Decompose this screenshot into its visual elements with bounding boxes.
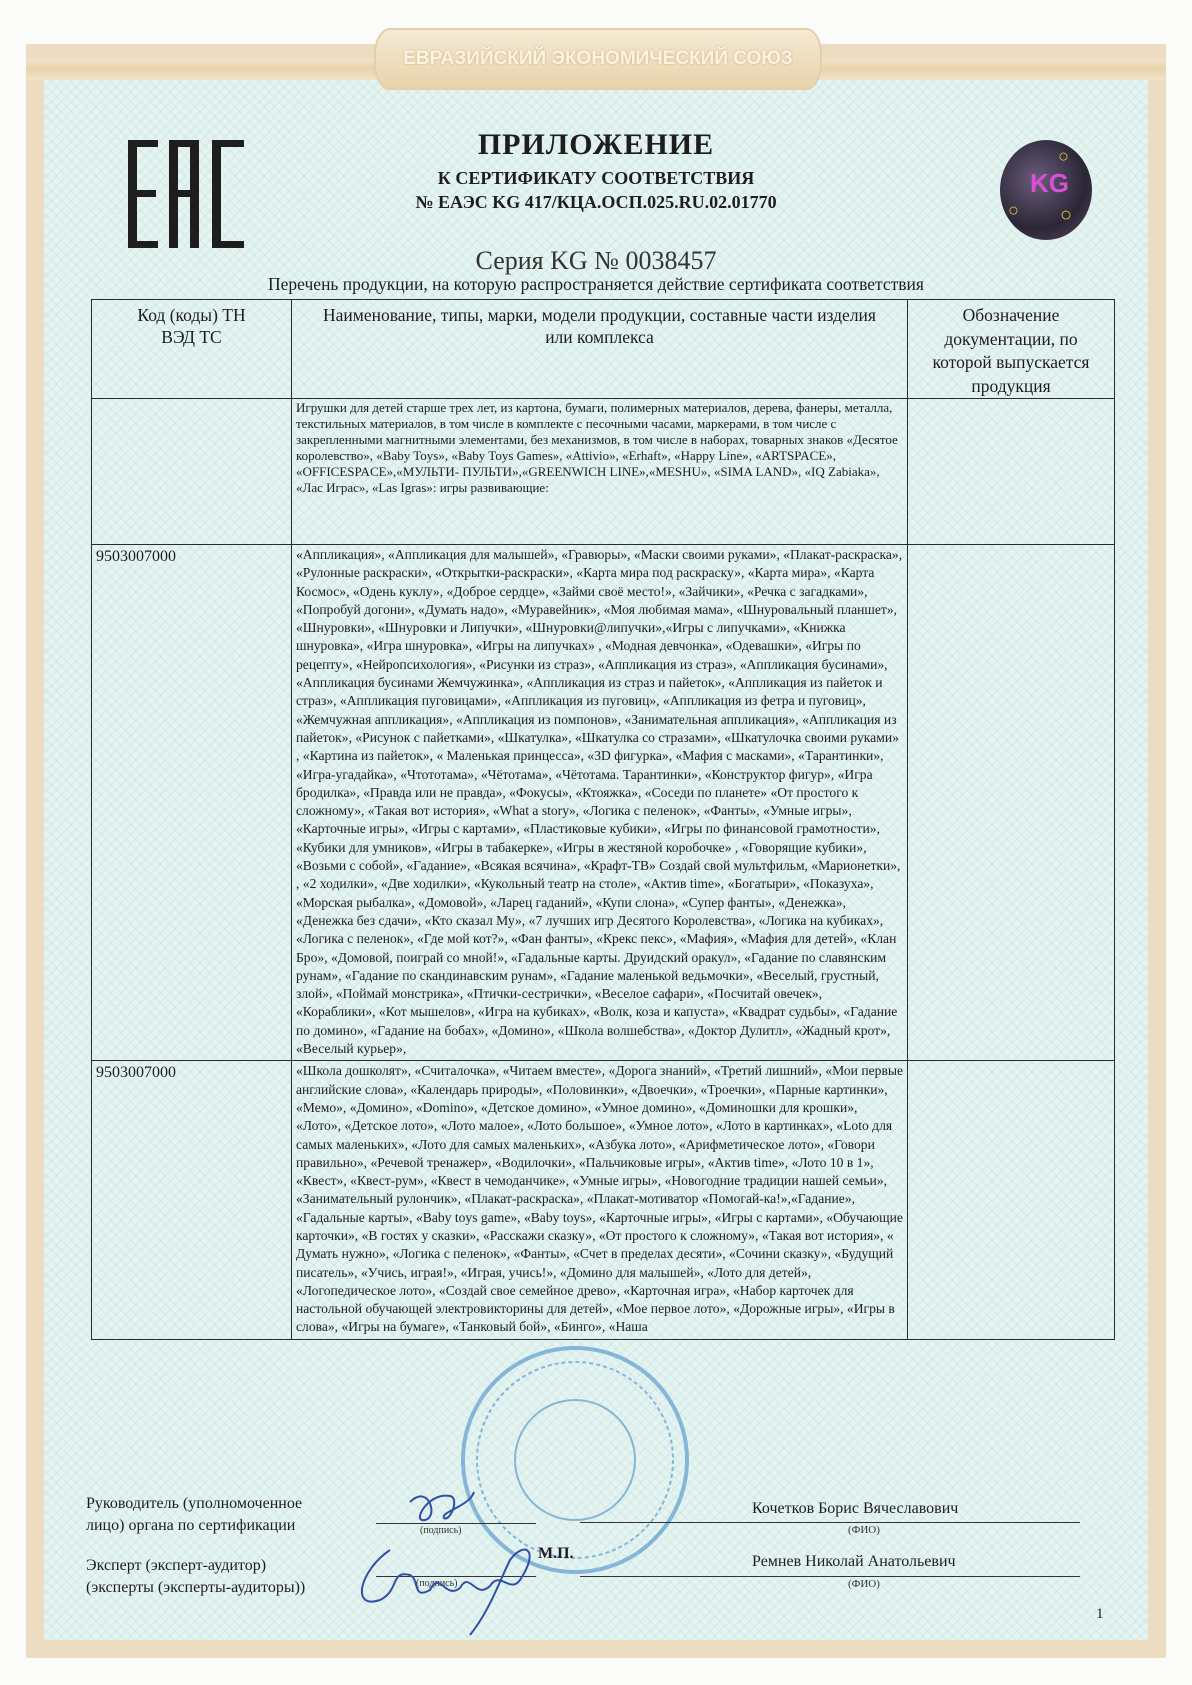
expert-fio-caption: (ФИО) bbox=[848, 1578, 880, 1590]
row-description-cell bbox=[292, 545, 908, 1061]
hologram-text: KG bbox=[1030, 168, 1069, 198]
expert-signature bbox=[350, 1530, 560, 1640]
page-number: 1 bbox=[1096, 1606, 1104, 1622]
row-description-cell bbox=[292, 1061, 908, 1339]
head-name: Кочетков Борис Вячеславович bbox=[752, 1500, 959, 1517]
union-banner-text: ЕВРАЗИЙСКИЙ ЭКОНОМИЧЕСКИЙ СОЮЗ bbox=[403, 48, 793, 69]
head-name-line bbox=[580, 1522, 1080, 1523]
row-code bbox=[92, 399, 292, 545]
row-code: 9503007000 bbox=[92, 545, 292, 1061]
column-header-code: Код (коды) ТН ВЭД ТС bbox=[92, 300, 292, 399]
hologram-circle-icon: ○ bbox=[1058, 146, 1069, 166]
row-description: «Аппликация», «Аппликация для малышей», «Гравюры», «Маски своими руками», «Плакат-раскраска», «Рулонные раскраски», «Открытки-раскраски», «Карта мира под раскраску», «Карта мира», «Карта Космос», «Одень куклу», «Доброе сердце», «Займи своё место!», «Зайчики», «Речка с загадками», «Попробуй догони», «Думать надо», «Муравейник», «Моя любимая мама», «Шнуровальный планшет», «Шнуровки», «Шнуровки и Липучки», «Шнуровки@липучки»,«Игры с липучками», «Книжка шнуровка», «Игра шнуровка», «Игры на липучках» , «Модная девчонка», «Одевашки», «Игры по рецепту», «Нейропсихология», «Рисунки из страз», «Аппликация из страз», «Аппликация бусинами», «Аппликация бусинами Жемчужинка», «Аппликация из страз и пайеток», «Аппликация из пайеток и страз», «Аппликация пуговицами», «Аппликация из пуговиц», «Аппликация из фетра и пуговиц», «Жемчужная аппликация», «Аппликация из помпонов», «Занимательная аппликация», «Аппликация из пайеток», «Рисунок с пайетками», «Шкатулка», «Шкатулка со стразами», «Шкатулочка своими руками» , «Картина из пайеток», « Маленькая принцесса», «3D фигурка», «Мафия с масками», «Тарантинки», «Игра-угадайка», «Чтототама», «Чётотама», «Чётотама. Тарантинки», «Конструктор фигур», «Игра бродилка», «Правда или не правда», «Фокусы», «Ктояжка», «Соседи по планете» «От простого к сложному», «Такая вот история», «What a story», «Логика с пеленок», «Фанты», «Умные игры», «Карточные игры», «Игры с картами», «Пластиковые кубики», «Игры по финансовой грамотности», «Кубики для умников», «Игры в табакерке», «Игры в жестяной коробочке» , «Говорящие кубики», «Возьми с собой», «Гадание», «Всякая всячина», «Крафт-ТВ» Создай свой мультфильм, «Марионетки», , «2 ходилки», «Две ходилки», «Кукольный театр на столе», «Актив time», «Богатыри», «Показуха», «Морская рыбалка», «Домовой», «Ларец гаданий», «Купи слона», «Супер фанты», «Денежка», «Денежка без сдачи», «Кто сказал Му», «7 лучших игр Десятого Королевства», «Логика на кубиках», «Логика с пеленок», «Где мой кот?», «Фан фанты», «Крекс пекс», «Мафия», «Мафия для детей», «Клан Бро», «Домовой, поиграй со мной!», «Гадальные карты. Друидский оракул», «Гадание по славянским рунам», «Гадание по скандинавским рунам», «Гадание маленькой ведьмочки», «Веселый, грустный, злой», «Поймай монстрика», «Птички-сестрички», «Веселое сафари», «Посчитай овечек», «Кораблики», «Кот мышелов», «Игра на кубиках», «Волк, коза и капуста», «Квадрат судьбы», «Гадание по домино», «Гадание на бобах», «Домино», «Школа волшебства», «Доктор Дулитл», «Жадный крот», «Веселый курьер», bbox=[296, 547, 903, 1057]
expert-label: Эксперт (эксперт-аудитор) (эксперты (эксперты-аудиторы)) bbox=[86, 1557, 306, 1596]
column-header-documentation: Обозначение документации, по которой выпускается продукция bbox=[908, 300, 1115, 399]
table-header-row bbox=[92, 300, 1115, 399]
products-table bbox=[91, 299, 1115, 1340]
series-number: Серия KG № 0038457 bbox=[475, 246, 717, 275]
row-description: Игрушки для детей старше трех лет, из картона, бумаги, полимерных материалов, дерева, фанеры, металла, текстильных материалов, в том числе в комплекте с песочными часами, маркерами, в том числе с закрепленными магнитными элементами, без механизмов, в том числе в наборах, товарных знаков «Десятое королевство», «Baby Toys», «Baby Toys Games», «Attivio», «Erhaft», «Happy Line», «ARTSPACE», «OFFICESPACE»,«МУЛЬТИ- ПУЛЬТИ»,«GREENWICH LINE»,«MESHU», «SIMA LAND», «IQ Zabiaka», «Лас Играс», «Las Igras»: игры развивающие: bbox=[296, 400, 898, 495]
row-description: «Школа дошколят», «Считалочка», «Читаем вместе», «Дорога знаний», «Третий лишний», «Мои первые английские слова», «Календарь природы», «Половинки», «Двоечки», «Троечки», «Парные картинки», «Мемо», «Домино», «Domino», «Детское домино», «Умное домино», «Доминошки для крошки», «Лото», «Детское лото», «Лото малое», «Лото большое», «Умное лото», «Лото в картинках», «Loto для самых маленьких», «Лото для самых маленьких», «Азбука лото», «Арифметическое лото», «Говори правильно», «Речевой тренажер», «Водилочки», «Пальчиковые игры», «Актив time», «Лото 10 в 1», «Квест», «Квест-рум», «Квест в чемоданчике», «Умные игры», «Новогодние традиции нашей семьи», «Занимательный рулончик», «Плакат-раскраска», «Плакат-мотиватор «Помогай-ка!»,«Гадание», «Гадальные карты», «Baby toys game», «Baby toys», «Карточные игры», «Игры с картами», «Обучающие карточки», «В гостях у сказки», «Расскажи сказку», «От простого к сложному», «Такая вот история», « Думать нужно», «Логика с пеленок», «Фанты», «Счет в пределах десяти», «Сочини сказку», «Будущий писатель», «Учись, играя!», «Играя, учись!», «Домино для малышей», «Лото для детей», «Логопедическое лото», «Создай свое семейное древо», «Карточная игра», «Набор карточек для настольной обучающей электровикторины для детей», «Мое первое лото», «Дорожные игры», «Игры в слова», «Игры на бумаге», «Танковый бой», «Бинго», «Наша bbox=[296, 1063, 904, 1335]
certificate-number: № ЕАЭС KG 417/КЦА.ОСП.025.RU.02.01770 bbox=[415, 192, 777, 212]
table-row bbox=[92, 1061, 1115, 1339]
expert-name: Ремнев Николай Анатольевич bbox=[752, 1553, 956, 1570]
table-row bbox=[92, 399, 1115, 545]
hologram-circle-icon: ○ bbox=[1008, 200, 1019, 220]
head-label: Руководитель (уполномоченное лицо) органа по сертификации bbox=[86, 1495, 303, 1534]
head-fio-caption: (ФИО) bbox=[848, 1524, 880, 1536]
head-signature-caption: (подпись) bbox=[420, 1525, 462, 1536]
row-code: 9503007000 bbox=[92, 1061, 292, 1339]
list-title: Перечень продукции, на которую распространяется действие сертификата соответствия bbox=[268, 274, 924, 294]
union-banner bbox=[376, 30, 820, 88]
seal-mark: М.П. bbox=[538, 1545, 574, 1562]
document-subtitle: К СЕРТИФИКАТУ СООТВЕТСТВИЯ bbox=[437, 168, 755, 188]
row-documentation bbox=[908, 1061, 1115, 1339]
expert-name-line bbox=[580, 1576, 1080, 1577]
table-row bbox=[92, 545, 1115, 1061]
head-signature bbox=[400, 1482, 480, 1530]
expert-signature-caption: (подпись) bbox=[416, 1578, 458, 1589]
hologram-circle-icon: ○ bbox=[1060, 204, 1073, 226]
column-header-name: Наименование, типы, марки, модели продукции, составные части изделия или комплекса bbox=[292, 300, 908, 399]
row-documentation bbox=[908, 545, 1115, 1061]
row-documentation bbox=[908, 399, 1115, 545]
document-title: ПРИЛОЖЕНИЕ bbox=[477, 128, 715, 161]
row-description-cell bbox=[292, 399, 908, 545]
